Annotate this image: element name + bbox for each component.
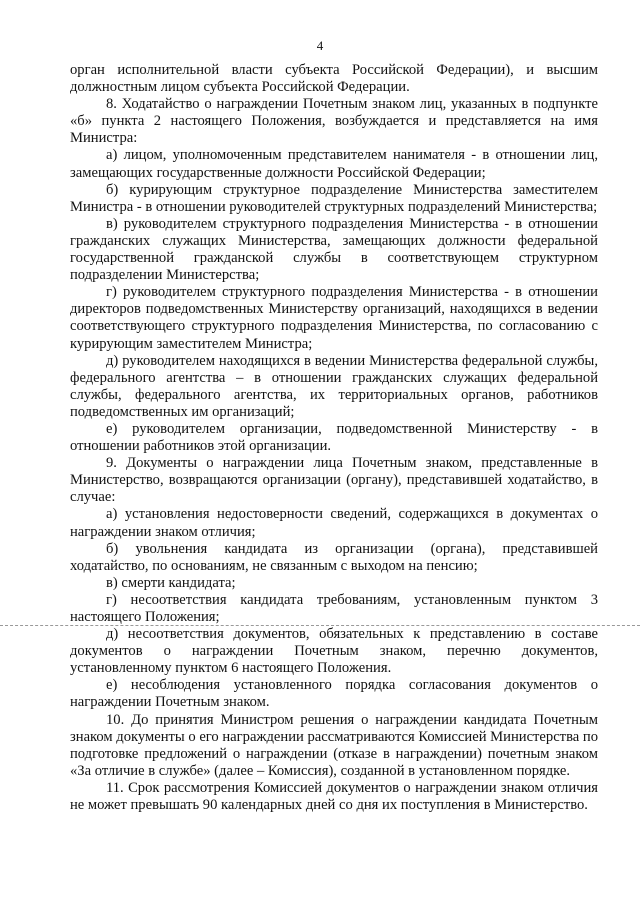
paragraph: е) руководителем организации, подведомственной Министерству - в отношении работников этой организации. [70,420,598,455]
page-number: 4 [316,38,324,53]
paragraph: 9. Документы о награждении лица Почетным знаком, представленные в Министерство, возвращаются организации (органу), представившей ходатайство, в случае: [70,455,598,506]
paragraph: г) несоответствия кандидата требованиям, установленным пунктом 3 настоящего Положения; [70,591,598,625]
paragraph: е) несоблюдения установленного порядка согласования документов о награждении Почетным знаком. [70,677,598,711]
paragraph: 11. Срок рассмотрения Комиссией документов о награждении знаком отличия не может превышать 90 календарных дней со дня их поступления в Министерство. [70,779,598,814]
paragraph: 10. До принятия Министром решения о награждении кандидата Почетным знаком документы о его награждении рассматриваются Комиссией Министерства по подготовке предложений о награждении (отказе в награждении) почетным знаком «За отличие в службе» (далее – Комиссия), созданной в установленном порядке. [70,711,598,779]
paragraph: г) руководителем структурного подразделения Министерства - в отношении директоров подведомственных Министерству организаций, находящихся в ведении соответствующего структурного подразделения Министерства, по согласованию с курирующим заместителем Министра; [70,284,598,352]
document-body [70,62,598,814]
paragraph: б) увольнения кандидата из организации (органа), представившей ходатайство, по основаниям, не связанным с выходом на пенсию; [70,540,598,574]
paragraph: 8. Ходатайство о награждении Почетным знаком лиц, указанных в подпункте «б» пункта 2 настоящего Положения, возбуждается и представляется на имя Министра: [70,96,598,147]
paragraph: д) руководителем находящихся в ведении Министерства федеральной службы, федерального агентства – в отношении гражданских служащих федеральной службы, федерального агентства, их территориальных органов, работников подведомственных им организаций; [70,352,598,420]
paragraph: б) курирующим структурное подразделение Министерства заместителем Министра - в отношении руководителей структурных подразделений Министерства; [70,181,598,215]
paragraph: а) установления недостоверности сведений, содержащихся в документах о награждении знаком отличия; [70,506,598,540]
paragraph: д) несоответствия документов, обязательных к представлению в составе документов о награждении Почетным знаком, перечню документов, установленному пунктом 6 настоящего Положения. [70,626,598,677]
paragraph: а) лицом, уполномоченным представителем нанимателя - в отношении лиц, замещающих государственные должности Российской Федерации; [70,147,598,181]
paragraph: в) руководителем структурного подразделения Министерства - в отношении гражданских служащих Министерства, замещающих должности федеральной государственной гражданской службы в соответствующем структурном подразделении Министерства; [70,215,598,284]
paragraph: орган исполнительной власти субъекта Российской Федерации), и высшим должностным лицом субъекта Российской Федерации. [70,62,598,96]
paragraph: в) смерти кандидата; [106,574,236,591]
